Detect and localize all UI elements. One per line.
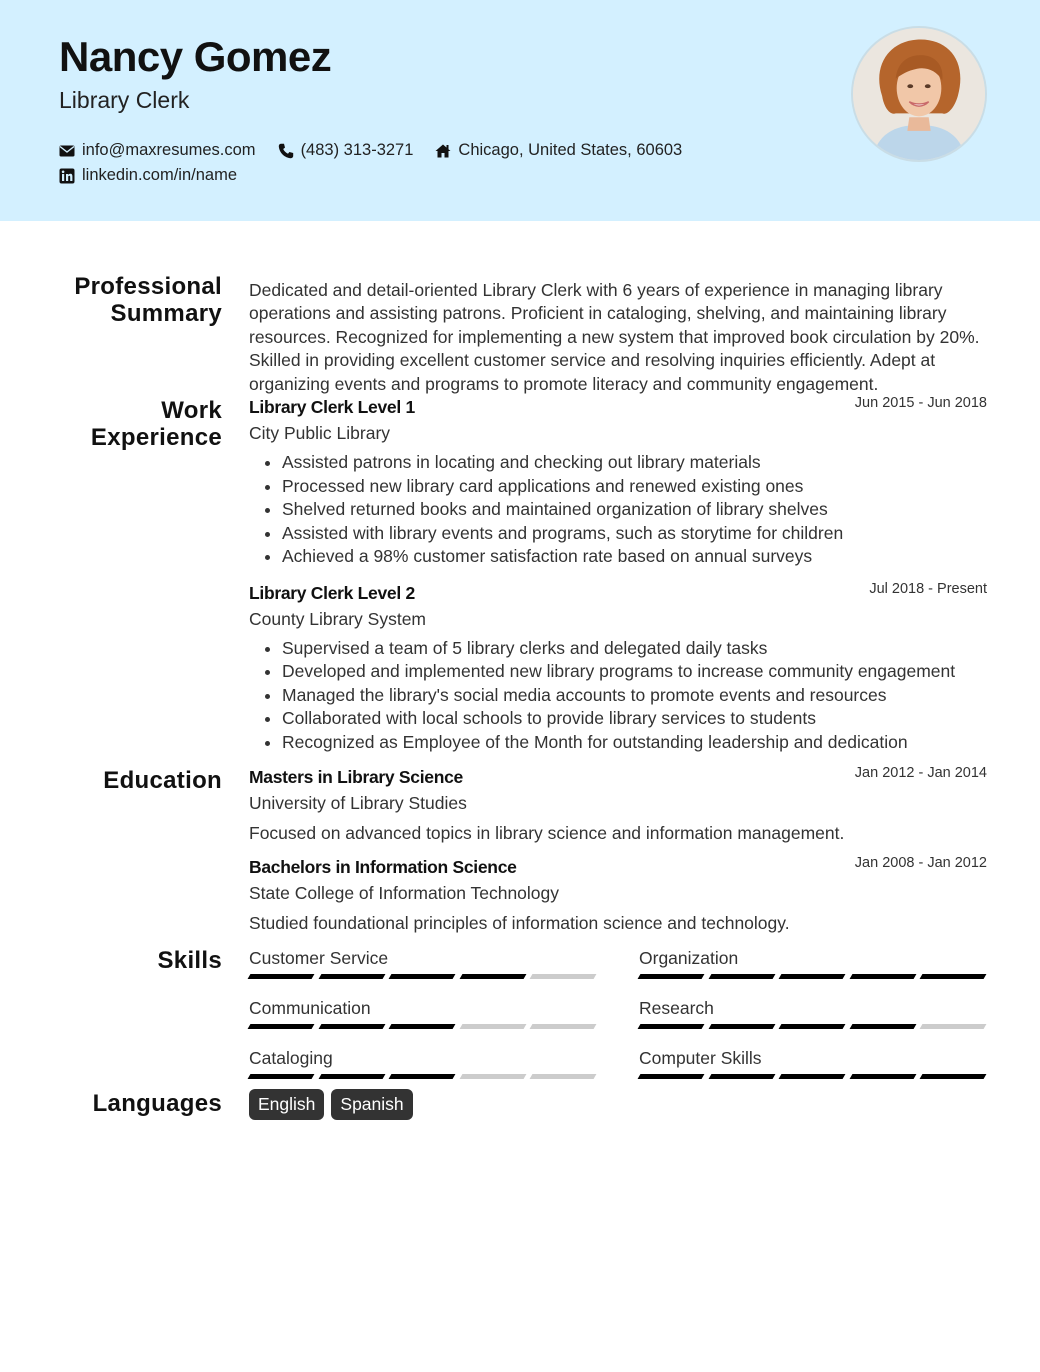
contact-phone[interactable] <box>278 141 414 160</box>
job-entry <box>249 580 987 755</box>
skill-level-bar <box>639 1024 987 1029</box>
skill-segment-filled <box>248 974 314 979</box>
linkedin-icon <box>59 168 75 184</box>
list-item: • Achieved a 98% customer satisfaction rate based on annual surveys <box>282 545 987 569</box>
skill-level-bar <box>639 974 987 979</box>
skill-segment-filled <box>389 1024 455 1029</box>
skill-segment-filled <box>248 1024 314 1029</box>
list-item: • Developed and implemented new library programs to increase community engagement <box>282 660 987 684</box>
skill-segment-filled <box>708 974 774 979</box>
skill-segment-filled <box>849 1024 915 1029</box>
skill-segment-filled <box>708 1074 774 1079</box>
skill-segment-filled <box>708 1024 774 1029</box>
skills-grid <box>249 947 987 1097</box>
experience-heading: Work Experience <box>90 397 222 451</box>
language-list <box>249 1089 987 1120</box>
list-item: • Processed new library card applications and renewed existing ones <box>282 475 987 499</box>
address-text: Chicago, United States, 60603 <box>458 141 683 159</box>
list-item: • Managed the library's social media accounts to promote events and resources <box>282 684 987 708</box>
school-name: State College of Information Technology <box>249 883 560 904</box>
job-bullets <box>249 451 987 569</box>
skill-name: Cataloging <box>249 1048 333 1068</box>
job-entry <box>249 397 987 569</box>
contact-email[interactable] <box>59 141 256 160</box>
job-dates: Jul 2018 - Present <box>869 580 987 597</box>
resume-header <box>0 0 1040 221</box>
skill-segment-empty <box>459 1074 525 1079</box>
skill-level-bar <box>249 1024 597 1029</box>
list-item: • Supervised a team of 5 library clerks and delegated daily tasks <box>282 637 987 661</box>
skill-segment-empty <box>530 1024 596 1029</box>
summary-heading: Professional Summary <box>74 273 222 327</box>
degree-title: Masters in Library Science <box>249 767 463 787</box>
skill-segment-filled <box>459 974 525 979</box>
list-item: • Recognized as Employee of the Month for outstanding leadership and dedication <box>282 731 987 755</box>
phone-icon <box>278 143 294 159</box>
skill-name: Customer Service <box>249 948 389 968</box>
email-text: info@maxresumes.com <box>82 141 256 159</box>
list-item: • Assisted with library events and programs, such as storytime for children <box>282 522 987 546</box>
job-bullets <box>249 637 987 755</box>
skill-segment-filled <box>779 974 845 979</box>
skill-segment-filled <box>849 974 915 979</box>
skill-segment-filled <box>389 974 455 979</box>
skill-level-bar <box>249 974 597 979</box>
skill-level-bar <box>249 1074 597 1079</box>
languages-heading: Languages <box>92 1090 222 1117</box>
skill-segment-empty <box>530 974 596 979</box>
skill-name: Computer Skills <box>639 1048 762 1068</box>
skill-segment-empty <box>530 1074 596 1079</box>
skill-name: Organization <box>639 948 739 968</box>
skill-segment-filled <box>638 1074 704 1079</box>
candidate-name: Nancy Gomez <box>59 33 332 80</box>
education-entry <box>249 767 987 845</box>
home-icon <box>435 143 451 159</box>
skill-segment-filled <box>318 974 384 979</box>
list-item: • Assisted patrons in locating and checking out library materials <box>282 451 987 475</box>
education-description: Focused on advanced topics in library science and information management. <box>249 823 845 843</box>
skill-segment-filled <box>779 1074 845 1079</box>
skill-item <box>639 947 987 997</box>
language-badge-english: English <box>249 1089 324 1120</box>
skill-segment-filled <box>779 1024 845 1029</box>
education-description: Studied foundational principles of information science and technology. <box>249 913 790 934</box>
job-company: City Public Library <box>249 423 391 443</box>
education-dates: Jan 2008 - Jan 2012 <box>854 855 987 872</box>
skill-segment-filled <box>920 1074 986 1079</box>
skill-segment-filled <box>318 1074 384 1079</box>
job-dates: Jun 2015 - Jun 2018 <box>854 395 987 411</box>
list-item: • Shelved returned books and maintained organization of library shelves <box>282 498 987 522</box>
skill-segment-filled <box>849 1074 915 1079</box>
language-badge-spanish: Spanish <box>331 1089 412 1120</box>
degree-title: Bachelors in Information Science <box>249 857 517 878</box>
skill-level-bar <box>639 1074 987 1079</box>
skill-segment-empty <box>920 1024 986 1029</box>
skill-segment-filled <box>248 1074 314 1079</box>
school-name: University of Library Studies <box>249 793 467 813</box>
skill-segment-filled <box>638 974 704 979</box>
skill-segment-filled <box>638 1024 704 1029</box>
job-title: Library Clerk Level 2 <box>249 582 415 603</box>
skill-name: Research <box>639 998 714 1018</box>
job-company: County Library System <box>249 608 427 629</box>
job-title: Library Clerk Level 1 <box>249 397 415 417</box>
contact-address <box>435 141 682 160</box>
skill-segment-filled <box>920 974 986 979</box>
education-heading: Education <box>103 767 222 794</box>
education-dates: Jan 2012 - Jan 2014 <box>854 765 987 781</box>
list-item: • Collaborated with local schools to provide library services to students <box>282 707 987 731</box>
candidate-title: Library Clerk <box>59 87 190 113</box>
profile-photo <box>851 26 987 162</box>
skill-item <box>639 997 987 1047</box>
skill-segment-filled <box>389 1074 455 1079</box>
envelope-icon <box>59 143 75 159</box>
skill-item <box>249 947 597 997</box>
skill-segment-filled <box>318 1024 384 1029</box>
linkedin-text: linkedin.com/in/name <box>82 166 237 184</box>
skills-heading: Skills <box>157 947 222 974</box>
education-entry <box>249 857 987 935</box>
phone-text: (483) 313-3271 <box>300 141 414 159</box>
skill-segment-empty <box>459 1024 525 1029</box>
skill-name: Communication <box>249 998 371 1018</box>
skill-item <box>249 997 597 1047</box>
contact-linkedin[interactable] <box>59 166 237 185</box>
summary-text: Dedicated and detail-oriented Library Clerk with 6 years of experience in managing library operations and assisting patrons. Proficient in cataloging, shelving, and maintaining library resources. Recognized for implementing a new system that improved book circulation by 20%. Skilled in providing excellent customer service and resolving inquiries efficiently. Adept at organizing events and programs to promote literacy and community engagement. <box>249 280 980 394</box>
